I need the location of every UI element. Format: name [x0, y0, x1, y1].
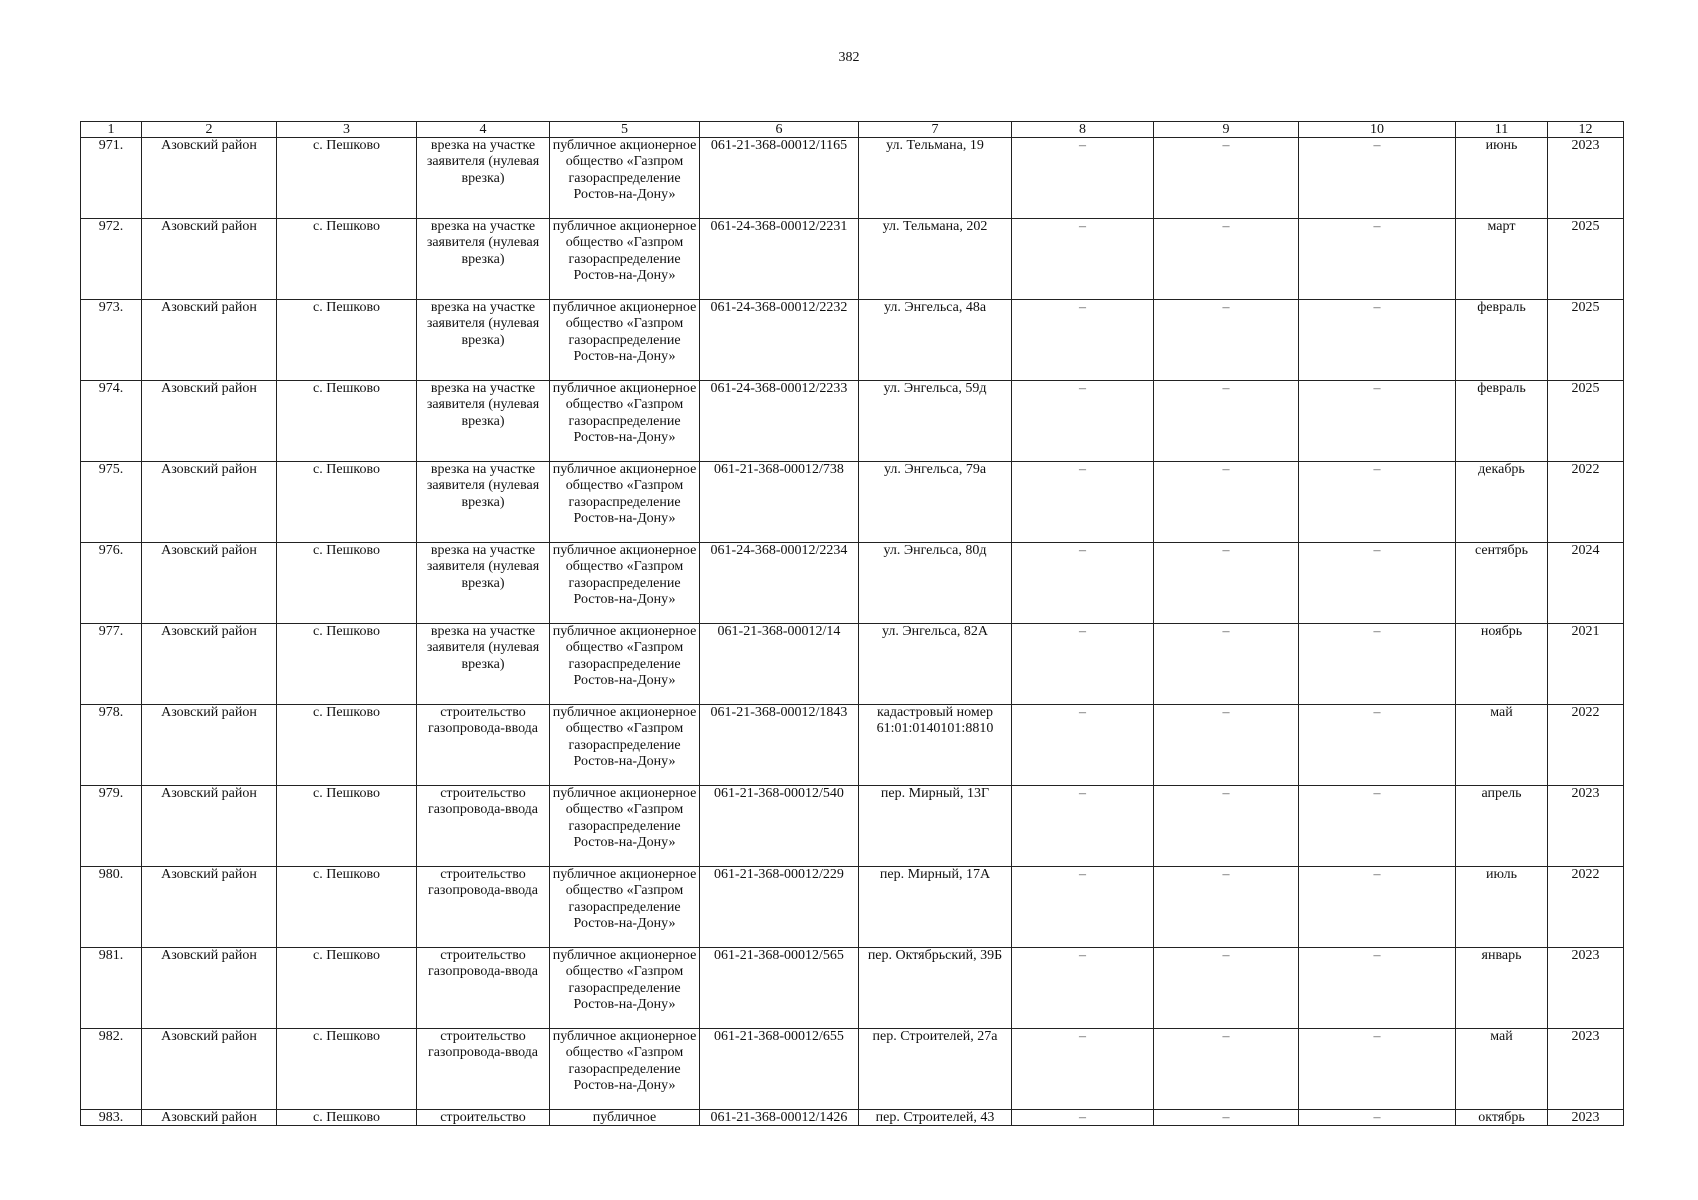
table-row — [81, 219, 1624, 300]
work-type-cell: строительство газопровода-ввода — [417, 948, 550, 1029]
district-cell: Азовский район — [142, 138, 277, 219]
table-row — [81, 1029, 1624, 1110]
gas-connection-registry-table — [80, 121, 1624, 1126]
row-number: 979. — [81, 786, 142, 867]
row-number: 974. — [81, 381, 142, 462]
column-header: 6 — [700, 122, 859, 138]
column-9-cell: – — [1154, 462, 1299, 543]
locality-cell: с. Пешково — [277, 381, 417, 462]
month-cell: март — [1456, 219, 1548, 300]
work-type-cell: строительство газопровода-ввода — [417, 867, 550, 948]
column-8-cell: – — [1012, 381, 1154, 462]
column-number-row — [81, 122, 1624, 138]
locality-cell: с. Пешково — [277, 624, 417, 705]
organization-cell: публичное акционерное общество «Газпром газораспределение Ростов-на-Дону» — [550, 705, 700, 786]
address-cell: ул. Энгельса, 59д — [859, 381, 1012, 462]
organization-cell: публичное акционерное общество «Газпром газораспределение Ростов-на-Дону» — [550, 219, 700, 300]
column-10-cell: – — [1299, 1110, 1456, 1126]
district-cell: Азовский район — [142, 1110, 277, 1126]
column-8-cell: – — [1012, 624, 1154, 705]
registry-code-cell: 061-21-368-00012/14 — [700, 624, 859, 705]
locality-cell: с. Пешково — [277, 786, 417, 867]
locality-cell: с. Пешково — [277, 1029, 417, 1110]
column-8-cell: – — [1012, 786, 1154, 867]
registry-code-cell: 061-21-368-00012/229 — [700, 867, 859, 948]
registry-code-cell: 061-21-368-00012/565 — [700, 948, 859, 1029]
column-header: 8 — [1012, 122, 1154, 138]
column-header: 9 — [1154, 122, 1299, 138]
district-cell: Азовский район — [142, 300, 277, 381]
column-9-cell: – — [1154, 138, 1299, 219]
organization-cell: публичное акционерное общество «Газпром газораспределение Ростов-на-Дону» — [550, 543, 700, 624]
month-cell: июль — [1456, 867, 1548, 948]
work-type-cell: строительство — [417, 1110, 550, 1126]
locality-cell: с. Пешково — [277, 705, 417, 786]
row-number: 983. — [81, 1110, 142, 1126]
organization-cell: публичное акционерное общество «Газпром газораспределение Ростов-на-Дону» — [550, 138, 700, 219]
work-type-cell: строительство газопровода-ввода — [417, 1029, 550, 1110]
column-header: 10 — [1299, 122, 1456, 138]
table-row — [81, 948, 1624, 1029]
month-cell: октябрь — [1456, 1110, 1548, 1126]
month-cell: июнь — [1456, 138, 1548, 219]
column-10-cell: – — [1299, 219, 1456, 300]
row-number: 972. — [81, 219, 142, 300]
column-header: 7 — [859, 122, 1012, 138]
column-9-cell: – — [1154, 705, 1299, 786]
row-number: 978. — [81, 705, 142, 786]
address-cell: ул. Энгельса, 79а — [859, 462, 1012, 543]
month-cell: май — [1456, 1029, 1548, 1110]
registry-code-cell: 061-24-368-00012/2231 — [700, 219, 859, 300]
month-cell: апрель — [1456, 786, 1548, 867]
month-cell: январь — [1456, 948, 1548, 1029]
registry-code-cell: 061-24-368-00012/2232 — [700, 300, 859, 381]
year-cell: 2023 — [1548, 1110, 1624, 1126]
year-cell: 2021 — [1548, 624, 1624, 705]
locality-cell: с. Пешково — [277, 219, 417, 300]
column-10-cell: – — [1299, 867, 1456, 948]
column-10-cell: – — [1299, 786, 1456, 867]
registry-code-cell: 061-21-368-00012/1426 — [700, 1110, 859, 1126]
column-8-cell: – — [1012, 1029, 1154, 1110]
row-number: 976. — [81, 543, 142, 624]
table-row — [81, 543, 1624, 624]
address-cell: ул. Тельмана, 19 — [859, 138, 1012, 219]
column-9-cell: – — [1154, 786, 1299, 867]
organization-cell: публичное акционерное общество «Газпром газораспределение Ростов-на-Дону» — [550, 1029, 700, 1110]
column-9-cell: – — [1154, 948, 1299, 1029]
work-type-cell: врезка на участке заявителя (нулевая врезка) — [417, 624, 550, 705]
year-cell: 2022 — [1548, 867, 1624, 948]
column-9-cell: – — [1154, 1110, 1299, 1126]
locality-cell: с. Пешково — [277, 543, 417, 624]
address-cell: ул. Тельмана, 202 — [859, 219, 1012, 300]
column-10-cell: – — [1299, 138, 1456, 219]
work-type-cell: врезка на участке заявителя (нулевая врезка) — [417, 543, 550, 624]
work-type-cell: врезка на участке заявителя (нулевая врезка) — [417, 381, 550, 462]
column-8-cell: – — [1012, 138, 1154, 219]
address-cell: пер. Октябрьский, 39Б — [859, 948, 1012, 1029]
table-row — [81, 1110, 1624, 1126]
month-cell: май — [1456, 705, 1548, 786]
organization-cell: публичное — [550, 1110, 700, 1126]
work-type-cell: строительство газопровода-ввода — [417, 705, 550, 786]
registry-code-cell: 061-21-368-00012/540 — [700, 786, 859, 867]
column-header: 2 — [142, 122, 277, 138]
row-number: 973. — [81, 300, 142, 381]
work-type-cell: врезка на участке заявителя (нулевая врезка) — [417, 138, 550, 219]
address-cell: кадастровый номер 61:01:0140101:8810 — [859, 705, 1012, 786]
locality-cell: с. Пешково — [277, 948, 417, 1029]
registry-code-cell: 061-24-368-00012/2233 — [700, 381, 859, 462]
address-cell: пер. Мирный, 13Г — [859, 786, 1012, 867]
table-row — [81, 705, 1624, 786]
organization-cell: публичное акционерное общество «Газпром газораспределение Ростов-на-Дону» — [550, 786, 700, 867]
column-8-cell: – — [1012, 543, 1154, 624]
column-10-cell: – — [1299, 1029, 1456, 1110]
column-8-cell: – — [1012, 948, 1154, 1029]
column-9-cell: – — [1154, 543, 1299, 624]
year-cell: 2024 — [1548, 543, 1624, 624]
address-cell: пер. Строителей, 43 — [859, 1110, 1012, 1126]
column-9-cell: – — [1154, 300, 1299, 381]
registry-code-cell: 061-24-368-00012/2234 — [700, 543, 859, 624]
registry-code-cell: 061-21-368-00012/1165 — [700, 138, 859, 219]
row-number: 981. — [81, 948, 142, 1029]
column-9-cell: – — [1154, 624, 1299, 705]
column-header: 5 — [550, 122, 700, 138]
column-header: 12 — [1548, 122, 1624, 138]
locality-cell: с. Пешково — [277, 138, 417, 219]
organization-cell: публичное акционерное общество «Газпром газораспределение Ростов-на-Дону» — [550, 867, 700, 948]
month-cell: сентябрь — [1456, 543, 1548, 624]
work-type-cell: строительство газопровода-ввода — [417, 786, 550, 867]
month-cell: декабрь — [1456, 462, 1548, 543]
table-row — [81, 462, 1624, 543]
locality-cell: с. Пешково — [277, 867, 417, 948]
column-8-cell: – — [1012, 705, 1154, 786]
district-cell: Азовский район — [142, 1029, 277, 1110]
organization-cell: публичное акционерное общество «Газпром газораспределение Ростов-на-Дону» — [550, 300, 700, 381]
table-row — [81, 786, 1624, 867]
column-8-cell: – — [1012, 462, 1154, 543]
district-cell: Азовский район — [142, 867, 277, 948]
year-cell: 2023 — [1548, 1029, 1624, 1110]
month-cell: ноябрь — [1456, 624, 1548, 705]
row-number: 975. — [81, 462, 142, 543]
column-10-cell: – — [1299, 705, 1456, 786]
registry-code-cell: 061-21-368-00012/655 — [700, 1029, 859, 1110]
district-cell: Азовский район — [142, 786, 277, 867]
month-cell: февраль — [1456, 300, 1548, 381]
row-number: 977. — [81, 624, 142, 705]
table-row — [81, 300, 1624, 381]
column-10-cell: – — [1299, 381, 1456, 462]
column-9-cell: – — [1154, 381, 1299, 462]
work-type-cell: врезка на участке заявителя (нулевая врезка) — [417, 300, 550, 381]
locality-cell: с. Пешково — [277, 1110, 417, 1126]
column-10-cell: – — [1299, 300, 1456, 381]
column-9-cell: – — [1154, 1029, 1299, 1110]
column-9-cell: – — [1154, 867, 1299, 948]
table-row — [81, 867, 1624, 948]
address-cell: ул. Энгельса, 80д — [859, 543, 1012, 624]
organization-cell: публичное акционерное общество «Газпром газораспределение Ростов-на-Дону» — [550, 381, 700, 462]
column-10-cell: – — [1299, 462, 1456, 543]
year-cell: 2023 — [1548, 138, 1624, 219]
registry-code-cell: 061-21-368-00012/738 — [700, 462, 859, 543]
year-cell: 2022 — [1548, 705, 1624, 786]
year-cell: 2025 — [1548, 219, 1624, 300]
work-type-cell: врезка на участке заявителя (нулевая врезка) — [417, 219, 550, 300]
column-8-cell: – — [1012, 300, 1154, 381]
district-cell: Азовский район — [142, 462, 277, 543]
column-9-cell: – — [1154, 219, 1299, 300]
table-row — [81, 138, 1624, 219]
locality-cell: с. Пешково — [277, 462, 417, 543]
column-header: 4 — [417, 122, 550, 138]
year-cell: 2025 — [1548, 300, 1624, 381]
district-cell: Азовский район — [142, 705, 277, 786]
month-cell: февраль — [1456, 381, 1548, 462]
table-row — [81, 624, 1624, 705]
organization-cell: публичное акционерное общество «Газпром газораспределение Ростов-на-Дону» — [550, 624, 700, 705]
row-number: 982. — [81, 1029, 142, 1110]
table-row — [81, 381, 1624, 462]
year-cell: 2023 — [1548, 786, 1624, 867]
column-10-cell: – — [1299, 948, 1456, 1029]
address-cell: пер. Мирный, 17А — [859, 867, 1012, 948]
address-cell: ул. Энгельса, 48а — [859, 300, 1012, 381]
year-cell: 2022 — [1548, 462, 1624, 543]
registry-code-cell: 061-21-368-00012/1843 — [700, 705, 859, 786]
district-cell: Азовский район — [142, 381, 277, 462]
column-10-cell: – — [1299, 543, 1456, 624]
column-8-cell: – — [1012, 219, 1154, 300]
address-cell: пер. Строителей, 27а — [859, 1029, 1012, 1110]
row-number: 971. — [81, 138, 142, 219]
column-8-cell: – — [1012, 1110, 1154, 1126]
organization-cell: публичное акционерное общество «Газпром газораспределение Ростов-на-Дону» — [550, 462, 700, 543]
locality-cell: с. Пешково — [277, 300, 417, 381]
address-cell: ул. Энгельса, 82А — [859, 624, 1012, 705]
column-header: 11 — [1456, 122, 1548, 138]
district-cell: Азовский район — [142, 624, 277, 705]
organization-cell: публичное акционерное общество «Газпром газораспределение Ростов-на-Дону» — [550, 948, 700, 1029]
page-number: 382 — [838, 50, 860, 65]
work-type-cell: врезка на участке заявителя (нулевая врезка) — [417, 462, 550, 543]
column-header: 1 — [81, 122, 142, 138]
row-number: 980. — [81, 867, 142, 948]
district-cell: Азовский район — [142, 948, 277, 1029]
column-8-cell: – — [1012, 867, 1154, 948]
column-10-cell: – — [1299, 624, 1456, 705]
column-header: 3 — [277, 122, 417, 138]
year-cell: 2025 — [1548, 381, 1624, 462]
district-cell: Азовский район — [142, 543, 277, 624]
year-cell: 2023 — [1548, 948, 1624, 1029]
district-cell: Азовский район — [142, 219, 277, 300]
